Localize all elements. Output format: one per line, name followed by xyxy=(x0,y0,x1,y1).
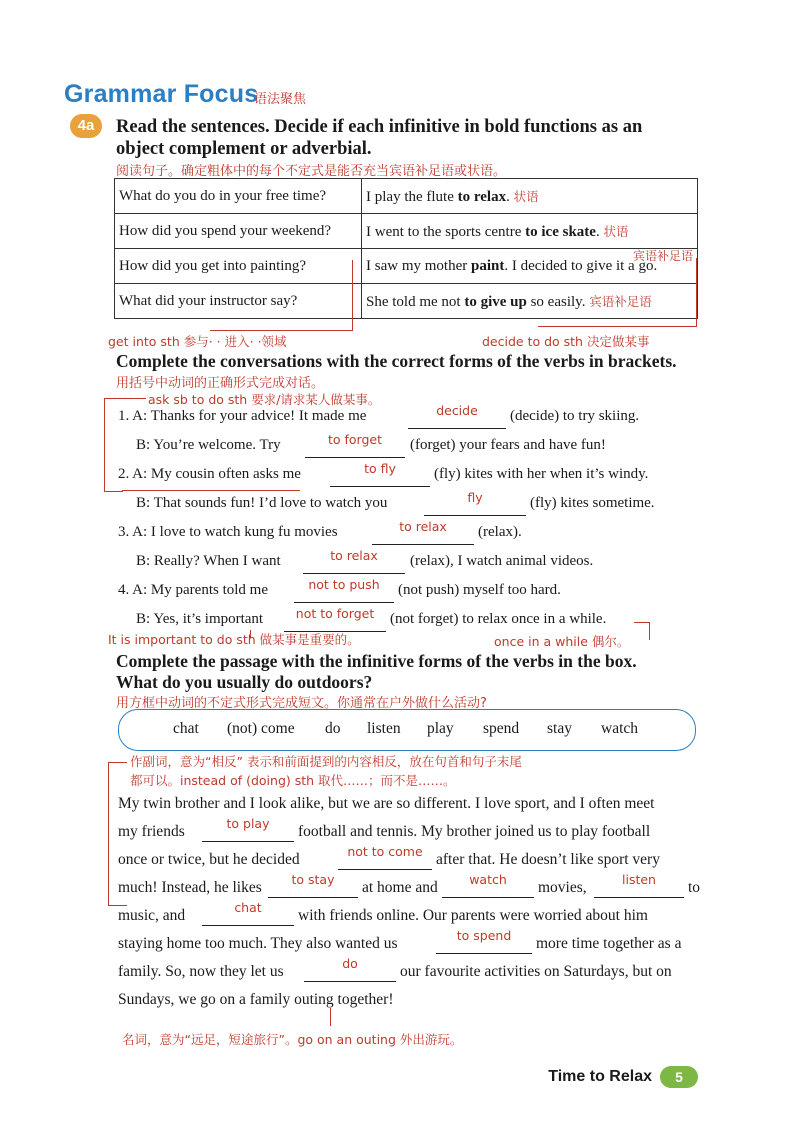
annotation: 宾语补足语 xyxy=(589,293,652,309)
conversation-line: (relax), I watch animal videos. xyxy=(410,553,594,569)
answer-fill: to stay xyxy=(291,872,335,887)
word-box xyxy=(118,709,696,751)
conversation-line: 4. A: My parents told me xyxy=(118,582,268,598)
exercise-badge-4a: 4a xyxy=(70,114,102,138)
conversation-line: B: That sounds fun! I’d love to watch you xyxy=(136,495,388,511)
conversation-line: (fly) kites sometime. xyxy=(530,495,655,511)
answer-fill: not to forget xyxy=(295,606,375,621)
word-item: spend xyxy=(483,720,520,737)
page-number: 5 xyxy=(660,1066,698,1088)
section-title: Grammar Focus xyxy=(64,80,259,108)
annotation-line xyxy=(122,490,300,491)
answer-fill: listen xyxy=(622,872,656,887)
note-once: once in a while 偶尔。 xyxy=(494,634,630,649)
answer-fill: chat xyxy=(234,900,262,915)
instruction-4a-line1: Read the sentences. Decide if each infinitive in bold functions as an xyxy=(116,117,643,137)
word-item: (not) come xyxy=(227,720,295,737)
answer-fill: decide xyxy=(436,403,478,418)
answer-fill: to fly xyxy=(364,461,396,476)
conversation-line: 3. A: I love to watch kung fu movies xyxy=(118,524,338,540)
answer-cell: I play the flute to relax. 状语 xyxy=(362,179,698,214)
passage-line: My twin brother and I look alike, but we are so different. I love sport, and I often meet xyxy=(118,795,655,812)
passage-line: at home and xyxy=(362,879,438,896)
instruction-4a-cn: 阅读句子。确定粗体中的每个不定式是能否充当宾语补足语或状语。 xyxy=(116,164,507,179)
question-cell: How did you get into painting? xyxy=(115,249,362,284)
passage-line: staying home too much. They also wanted us xyxy=(118,935,398,952)
passage-line: football and tennis. My brother joined us to play football xyxy=(298,823,651,840)
passage-line: music, and xyxy=(118,907,186,924)
annotation: 状语 xyxy=(513,188,539,204)
answer-cell: I saw my mother paint. I decided to give it a go. 宾语补足语 xyxy=(362,249,698,284)
question-cell: How did you spend your weekend? xyxy=(115,214,362,249)
conversation-line: (forget) your fears and have fun! xyxy=(410,437,606,453)
annotation-line xyxy=(122,398,146,399)
passage-line: much! Instead, he likes xyxy=(118,879,262,896)
answer-fill: not to push xyxy=(308,577,380,592)
passage-line: our favourite activities on Saturdays, but on xyxy=(400,963,672,980)
answer-fill: to relax xyxy=(330,548,378,563)
annotation-line xyxy=(634,622,650,623)
note-instead-2: 都可以。instead of (doing) sth 取代……；而不是……。 xyxy=(130,773,456,788)
instruction-4c-line1: Complete the passage with the infinitive forms of the verbs in the box. xyxy=(116,651,637,671)
answer-cell: She told me not to give up so easily. 宾语补足语 xyxy=(362,284,698,319)
answer-fill: to spend xyxy=(456,928,512,943)
instruction-4c-line2: What do you usually do outdoors? xyxy=(116,672,373,692)
annotation-bracket xyxy=(210,260,353,331)
instruction-4c-cn: 用方框中动词的不定式形式完成短文。你通常在户外做什么活动? xyxy=(116,696,487,711)
passage-line: after that. He doesn’t like sport very xyxy=(436,851,660,868)
answer-cell: I went to the sports centre to ice skate. 状语 xyxy=(362,214,698,249)
conversation-line: 1. A: Thanks for your advice! It made me xyxy=(118,408,367,424)
footer-title: Time to Relax xyxy=(548,1068,652,1085)
answer-fill: fly xyxy=(467,490,483,505)
conversation-line: (relax). xyxy=(478,524,522,540)
conversation-line: 2. A: My cousin often asks me xyxy=(118,466,301,482)
question-cell: What do you do in your free time? xyxy=(115,179,362,214)
answer-fill: to forget xyxy=(327,432,383,447)
table-row xyxy=(115,179,698,214)
passage-line: movies, xyxy=(538,879,587,896)
answer-fill: watch xyxy=(469,872,507,887)
note-instead-1: 作副词，意为“相反” 表示和前面提到的内容相反，放在句首和句子末尾 xyxy=(130,754,522,769)
annotation-line xyxy=(649,622,650,640)
annotation-line xyxy=(330,1008,331,1026)
conversation-line: (decide) to try skiing. xyxy=(510,408,640,424)
answer-fill: do xyxy=(342,956,358,971)
answer-fill: not to come xyxy=(347,844,423,859)
word-item: do xyxy=(325,720,341,737)
question-cell: What did your instructor say? xyxy=(115,284,362,319)
note-get-into: get into sth 参与· · 进入· ·领域 xyxy=(108,334,287,349)
conversation-line: B: Really? When I want xyxy=(136,553,281,569)
answer-fill: to play xyxy=(226,816,270,831)
word-item: play xyxy=(427,720,454,737)
conversation-line: B: Yes, it’s important xyxy=(136,611,264,627)
annotation: 状语 xyxy=(603,223,629,239)
table-row xyxy=(115,214,698,249)
note-ask: ask sb to do sth 要求/请求某人做某事。 xyxy=(148,392,381,407)
answer-fill: to relax xyxy=(399,519,447,534)
passage-line: my friends xyxy=(118,823,185,840)
word-item: stay xyxy=(547,720,572,737)
note-outing: 名词，意为“远足，短途旅行”。go on an outing 外出游玩。 xyxy=(122,1032,463,1047)
passage-line: family. So, now they let us xyxy=(118,963,284,980)
passage-line: more time together as a xyxy=(536,935,682,952)
passage-line: once or twice, but he decided xyxy=(118,851,300,868)
note-decide: decide to do sth 决定做某事 xyxy=(482,334,650,349)
word-item: listen xyxy=(367,720,401,737)
conversation-line: (not forget) to relax once in a while. xyxy=(390,611,607,627)
conversation-line: B: You’re welcome. Try xyxy=(136,437,281,453)
word-item: watch xyxy=(601,720,639,737)
instruction-4b: Complete the conversations with the correct forms of the verbs in brackets. xyxy=(116,351,677,371)
section-title-cn: 语法聚焦 xyxy=(254,92,307,107)
passage-line: with friends online. Our parents were worried about him xyxy=(298,907,648,924)
instruction-4a-line2: object complement or adverbial. xyxy=(116,139,372,159)
conversation-line: (not push) myself too hard. xyxy=(398,582,561,598)
annotation-bracket xyxy=(538,258,697,327)
instruction-4b-cn: 用括号中动词的正确形式完成对话。 xyxy=(116,376,325,391)
word-item: chat xyxy=(173,720,199,737)
passage-line: Sundays, we go on a family outing together! xyxy=(118,991,394,1008)
conversation-line: (fly) kites with her when it’s windy. xyxy=(434,466,649,482)
note-important: It is important to do sth 做某事是重要的。 xyxy=(108,632,360,647)
passage-line: to xyxy=(688,879,701,896)
annotation: 宾语补足语 xyxy=(632,249,693,263)
